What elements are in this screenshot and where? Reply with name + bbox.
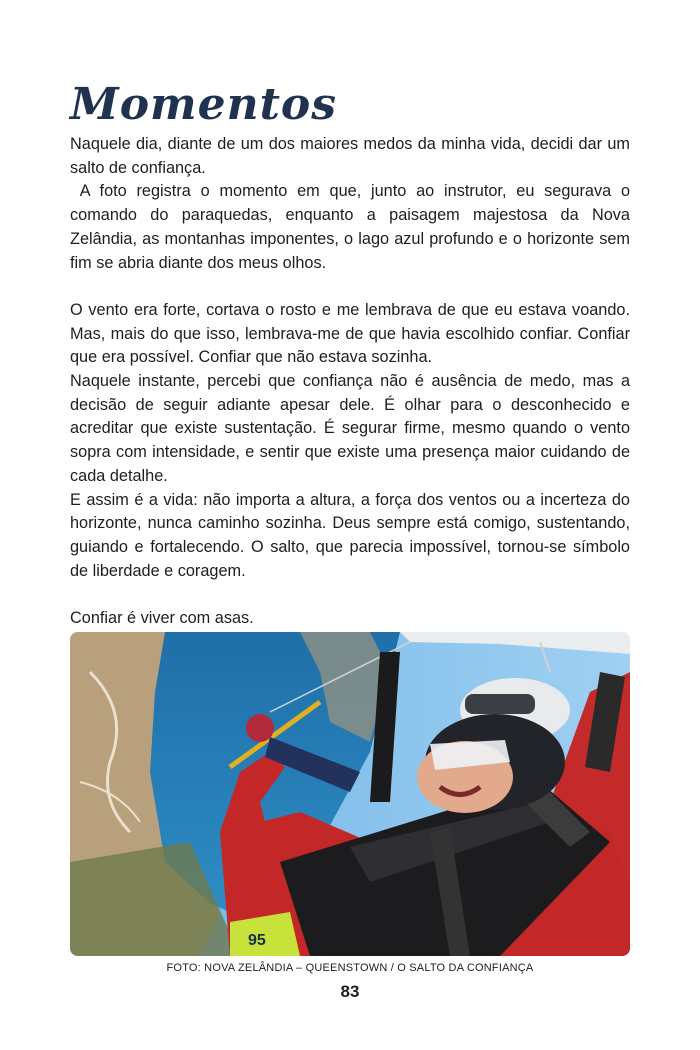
- skydiving-photo-illustration: [70, 632, 630, 956]
- page-number: 83: [340, 982, 360, 1001]
- body-text: [70, 133, 630, 631]
- page-title: Momentos: [70, 79, 338, 130]
- paragraph: Naquele dia, diante de um dos maiores medos da minha vida, decidi dar um salto de confiança.: [70, 135, 630, 177]
- paragraph-gap: [70, 275, 630, 299]
- photo-caption: FOTO: NOVA ZELÂNDIA – QUEENSTOWN / O SALTO DA CONFIANÇA: [166, 962, 534, 974]
- jumpsuit-number: 95: [248, 932, 266, 949]
- paragraph: Naquele instante, percebi que confiança não é ausência de medo, mas a decisão de seguir adiante apesar dele. É olhar para o desconhecido e acreditar que existe sustentação. É segurar firme, mesmo quando o vento sopra com intensidade, e sentir que existe uma presença maior cuidando de cada detalhe.: [70, 372, 630, 485]
- paragraph: E assim é a vida: não importa a altura, a força dos ventos ou a incerteza do horizonte, nunca caminho sozinha. Deus sempre está comigo, sustentando, guiando e fortalecendo. O salto, que parecia impossível, tornou-se símbolo de liberdade e coragem.: [70, 490, 630, 580]
- closing-line: Confiar é viver com asas.: [70, 609, 254, 628]
- skydiving-photo: [70, 632, 630, 956]
- paragraph-gap: [70, 583, 630, 607]
- paragraph: O vento era forte, cortava o rosto e me lembrava de que eu estava voando. Mas, mais do que isso, lembrava-me de que havia escolhido confiar. Confiar que era possível. Confiar que não estava sozinha.: [70, 300, 630, 367]
- paragraph: A foto registra o momento em que, junto ao instrutor, eu segurava o comando do paraquedas, enquanto a paisagem majestosa da Nova Zelândia, as montanhas imponentes, o lago azul profundo e o horizonte sem fim se abria diante dos meus olhos.: [70, 182, 630, 272]
